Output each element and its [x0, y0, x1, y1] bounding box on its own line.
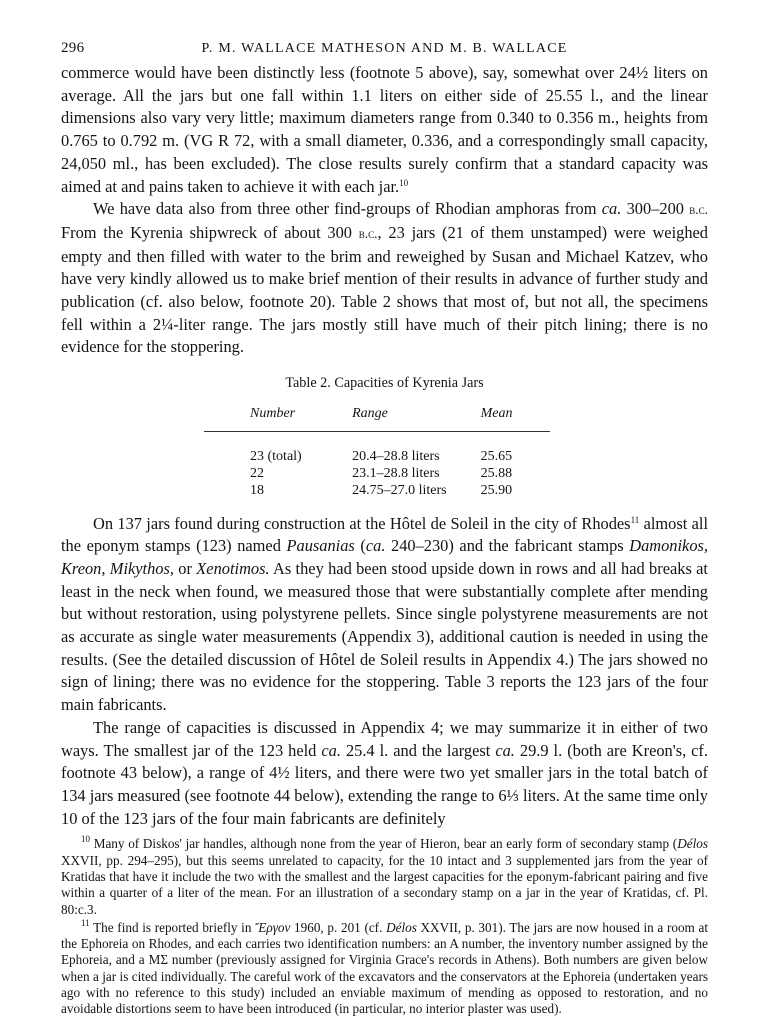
footnotes — [61, 836, 708, 1017]
paragraph-1: commerce would have been distinctly less (footnote 5 above), say, somewhat over 24½ liters on average. All the jars but one fall within 1.1 liters on either side of 25.55 l., and the linear dimensions also vary very little; maximum diameters range from 0.340 to 0.356 m., heights from 0.765 to 0.792 m. (VG R 72, with a small diameter, 0.336, and a correspondingly small capacity, 24,050 ml., has been excluded). The close results surely confirm that a standard capacity was aimed at and pains taken to achieve it with each jar.$^{10}$ — [61, 63, 708, 196]
cell-mean: 25.65 — [480, 448, 513, 464]
table-row — [204, 465, 550, 482]
paragraph-4: The range of capacities is discussed in Appendix 4; we may summarize it in either of two ways. The smallest jar of the 123 held ca. 25.4 l. and the largest ca. 29.9 l. (both are Kreon's, cf. footnote 43 below), a range of 4½ liters, and there were two yet smaller jars in the total batch of 134 jars measured (see footnote 44 below), extending the range to 6⅓ liters. At the same time only 10 of the 123 jars of the four main fabricants are definitely — [61, 717, 708, 828]
cell-range: 24.75–27.0 liters — [352, 482, 447, 498]
running-header — [61, 40, 708, 62]
footnote-10: $^{10}$ Many of Diskos' jar handles, although none from the year of Hieron, bear an early form of secondary stamp (Délos XXVII, pp. 294–295), but this seems unrelated to capacity, for the 10 intact and 3 supplemented jars from the year of Kratidas that have it include the two with the smallest and the largest capacities for the eponym-fabricant pairing and five within a quarter of a liter of the mean. For an illustration of a secondary stamp on a jar in the year of Kratidas, cf. Pl. 80:c.3. — [61, 834, 708, 917]
footnote-11: $^{11}$ The find is reported briefly in Ἔργον 1960, p. 201 (cf. Délos XXVII, p. 301). The jars are now housed in a room at the Ephoreia on Rhodes, and each carries two identification numbers: an A number, the inventory number assigned by the Ephoreia, and a ΜΣ number (previously assigned for Virginia Grace's records in Athens). Both numbers are given below when a jar is cited individually. The careful work of the excavators and the conservators at the Ephoreia (undertaken years ago with no reference to this study) included an enviable maximum of mending as opposed to restoration, and no avoidable distortions seem to have been introduced (in particular, no interior plaster was used). — [61, 917, 708, 1017]
table-caption: Table 2. Capacities of Kyrenia Jars — [285, 375, 484, 392]
cell-range: 20.4–28.8 liters — [352, 448, 440, 464]
page-number: 296 — [61, 40, 85, 56]
cell-number: 22 — [250, 465, 264, 481]
cell-number: 18 — [250, 482, 264, 498]
footnote-ref-10[interactable]: 10 — [399, 177, 409, 188]
table-row — [204, 431, 550, 465]
footnote-ref-11[interactable]: 11 — [630, 514, 640, 525]
main-text — [61, 62, 708, 830]
cell-mean: 25.90 — [480, 482, 513, 498]
paragraph-2: We have data also from three other find-groups of Rhodian amphoras from ca. 300–200 b.c. From the Kyrenia shipwreck of about 300 b.c., 23 jars (21 of them unstamped) were weighed empty and then filled with water to the brim and reweighed by Susan and Michael Katzev, who have very kindly allowed us to make brief mention of their results in advance of further study and publication (cf. also below, footnote 20). Table 2 shows that most of, but not all, the specimens fell within a 2¼-liter range. The jars mostly still have much of their pitch lining; there is no evidence for the stoppering. — [61, 199, 708, 357]
cell-range: 23.1–28.8 liters — [352, 465, 440, 481]
col-header-range: Range — [352, 400, 481, 431]
table-row — [204, 482, 550, 499]
cell-number: 23 (total) — [250, 448, 302, 464]
col-header-number: Number — [204, 400, 352, 431]
col-header-mean: Mean — [481, 400, 550, 431]
capacities-table — [204, 400, 550, 499]
cell-mean: 25.88 — [480, 465, 513, 481]
page — [61, 40, 708, 1018]
running-title: P. M. WALLACE MATHESON AND M. B. WALLACE — [201, 41, 568, 56]
table-header-row — [204, 400, 550, 431]
table-2 — [61, 372, 708, 498]
paragraph-3: On 137 jars found during construction at the Hôtel de Soleil in the city of Rhodes$^{11}$ almost all the eponym stamps (123) named Pausanias (ca. 240–230) and the fabricant stamps Damonikos, Kreon, Mikythos, or Xenotimos. As they had been stood upside down in rows and all had breaks at least in the neck when found, we measured those that were substantially complete after mending but without restoration, using polystyrene pellets. Since single polystyrene measurements are not as accurate as single water measurements (Appendix 3), additional caution is needed in using the results. (See the detailed discussion of Hôtel de Soleil results in Appendix 4.) The jars showed no sign of lining; there was no evidence for the stoppering. Table 3 reports the 123 jars of the four main fabricants. — [61, 513, 708, 715]
